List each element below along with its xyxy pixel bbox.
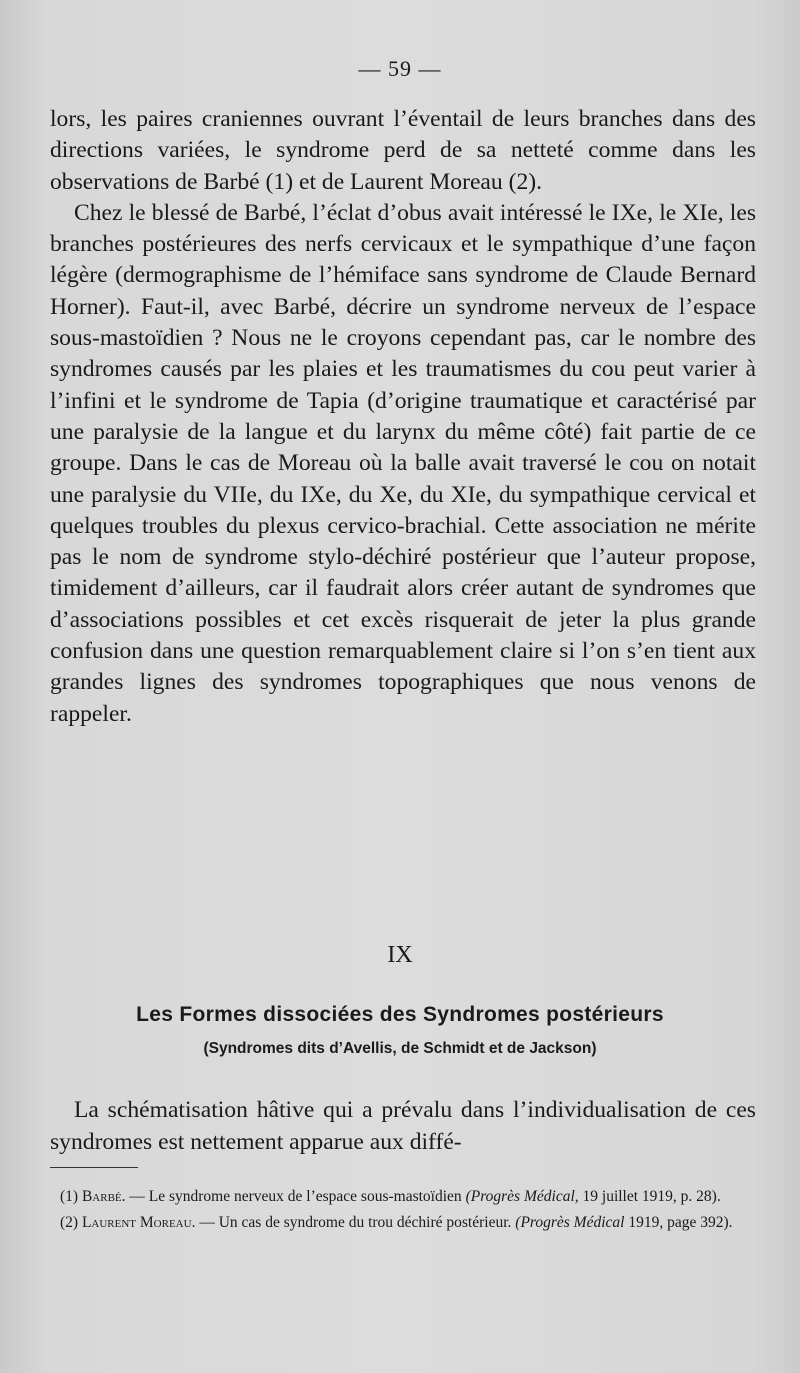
body-text [50,104,756,730]
footnote-marker: (2) [60,1213,79,1231]
section-title: Les Formes dissociées des Syndromes postérieurs [136,1003,664,1026]
page-number: — 59 — [358,56,442,81]
footnote-text: — Le syndrome nerveux de l’espace sous-mastoïdien [129,1188,462,1205]
section-number: IX [387,942,413,968]
footnote-source: (Progrès Médical, [465,1188,579,1205]
section-subtitle: (Syndromes dits d’Avellis, de Schmidt et de Jackson) [203,1040,597,1057]
footnote-details: 19 juillet 1919, p. 28). [582,1188,721,1205]
body-paragraph: lors, les paires craniennes ouvrant l’éventail de leurs branches dans des directions variées, le syndrome perd de sa netteté comme dans les observations de Barbé (1) et de Laurent Moreau (2). [50,106,756,195]
intro-paragraph: La schématisation hâtive qui a prévalu dans l’individualisation de ces syndromes est nettement apparue aux diffé- [50,1097,756,1155]
footnote-author: Laurent Moreau. [81,1213,196,1231]
footnote-divider [50,1167,138,1168]
footnote-text: — Un cas de syndrome du trou déchiré postérieur. [199,1213,512,1231]
footnote [50,1212,756,1234]
footnote-marker: (1) [60,1188,79,1205]
footnote [50,1186,756,1208]
footnote-source: (Progrès Médical [515,1213,625,1231]
footnote-author: Barbé. [81,1188,126,1205]
footnote-details: 1919, page 392). [628,1213,733,1231]
body-paragraph: Chez le blessé de Barbé, l’éclat d’obus avait intéressé le IXe, le XIe, les branches postérieures des nerfs cervicaux et le sympathique d’une façon légère (dermographisme de l’hémiface sans syndrome de Claude Bernard Horner). Faut-il, avec Barbé, décrire un syndrome nerveux de l’espace sous-mastoïdien ? Nous ne le croyons cependant pas, car le nombre des syndromes causés par les plaies et les traumatismes du cou peut varier à l’infini et le syndrome de Tapia (d’origine traumatique et caractérisé par une paralysie de la langue et du larynx du même côté) fait partie de ce groupe. Dans le cas de Moreau où la balle avait traversé le cou on notait une paralysie du VIIe, du IXe, du Xe, du XIe, du sympathique cervical et quelques troubles du plexus cervico-brachial. Cette association ne mérite pas le nom de syndrome stylo-déchiré postérieur que l’auteur propose, timidement d’ailleurs, car il faudrait alors créer autant de syndromes que d’associations possibles et cet excès risquerait de jeter la plus grande confusion dans une question remarquablement claire si l’on s’en tient aux grandes lignes des syndromes topographiques que nous venons de rappeler. [50,199,756,727]
footnotes [50,1186,756,1237]
